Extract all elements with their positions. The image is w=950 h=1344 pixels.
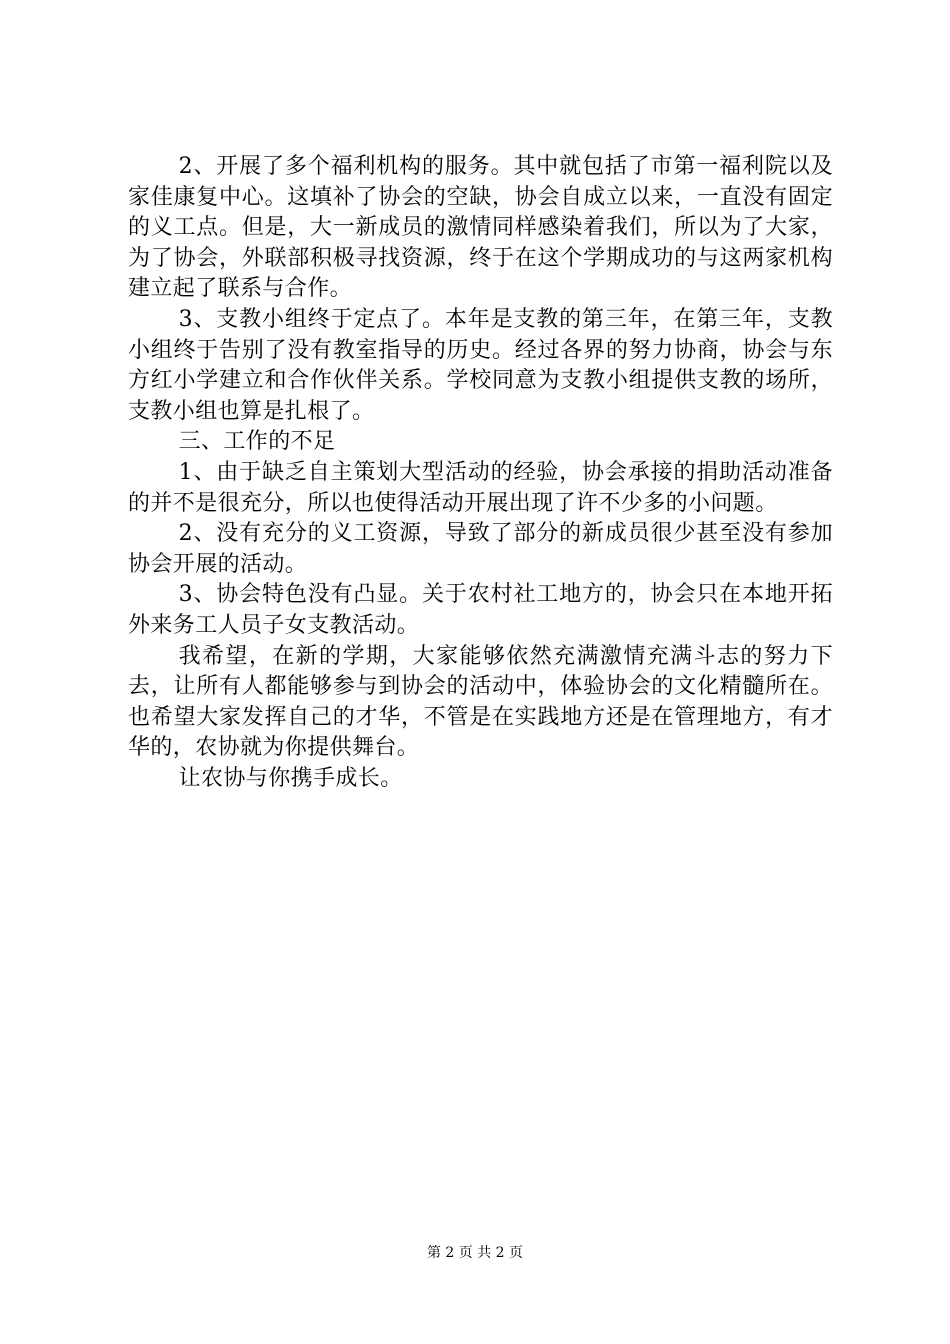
document-body bbox=[128, 152, 833, 794]
section-heading-shortcomings: 三、工作的不足 bbox=[178, 429, 336, 455]
paragraph-shortcoming-1: 1、由于缺乏自主策划大型活动的经验，协会承接的捐助活动准备的并不是很充分，所以也使得活动开展出现了许不少多的小问题。 bbox=[128, 459, 833, 516]
page-number-footer: 第 2 页 共 2 页 bbox=[426, 1245, 524, 1261]
paragraph-shortcoming-3: 3、协会特色没有凸显。关于农村社工地方的，协会只在本地开拓外来务工人员子女支教活动。 bbox=[128, 582, 833, 638]
paragraph-closing: 让农协与你携手成长。 bbox=[178, 765, 403, 791]
paragraph-shortcoming-2: 2、没有充分的义工资源，导致了部分的新成员很少甚至没有参加协会开展的活动。 bbox=[128, 521, 833, 577]
paragraph-hope: 我希望，在新的学期，大家能够依然充满激情充满斗志的努力下去，让所有人都能够参与到协会的活动中，体验协会的文化精髓所在。也希望大家发挥自己的才华，不管是在实践地方还是在管理地方，有才华的，农协就为你提供舞台。 bbox=[128, 643, 833, 761]
paragraph-welfare-services: 2、开展了多个福利机构的服务。其中就包括了市第一福利院以及家佳康复中心。这填补了协会的空缺，协会自成立以来，一直没有固定的义工点。但是，大一新成员的激情同样感染着我们，所以为了大家，为了协会，外联部积极寻找资源，终于在这个学期成功的与这两家机构建立起了联系与合作。 bbox=[128, 154, 833, 302]
paragraph-teaching-group: 3、支教小组终于定点了。本年是支教的第三年，在第三年，支教小组终于告别了没有教室指导的历史。经过各界的努力协商，协会与东方红小学建立和合作伙伴关系。学校同意为支教小组提供支教的场所，支教小组也算是扎根了。 bbox=[128, 306, 833, 424]
